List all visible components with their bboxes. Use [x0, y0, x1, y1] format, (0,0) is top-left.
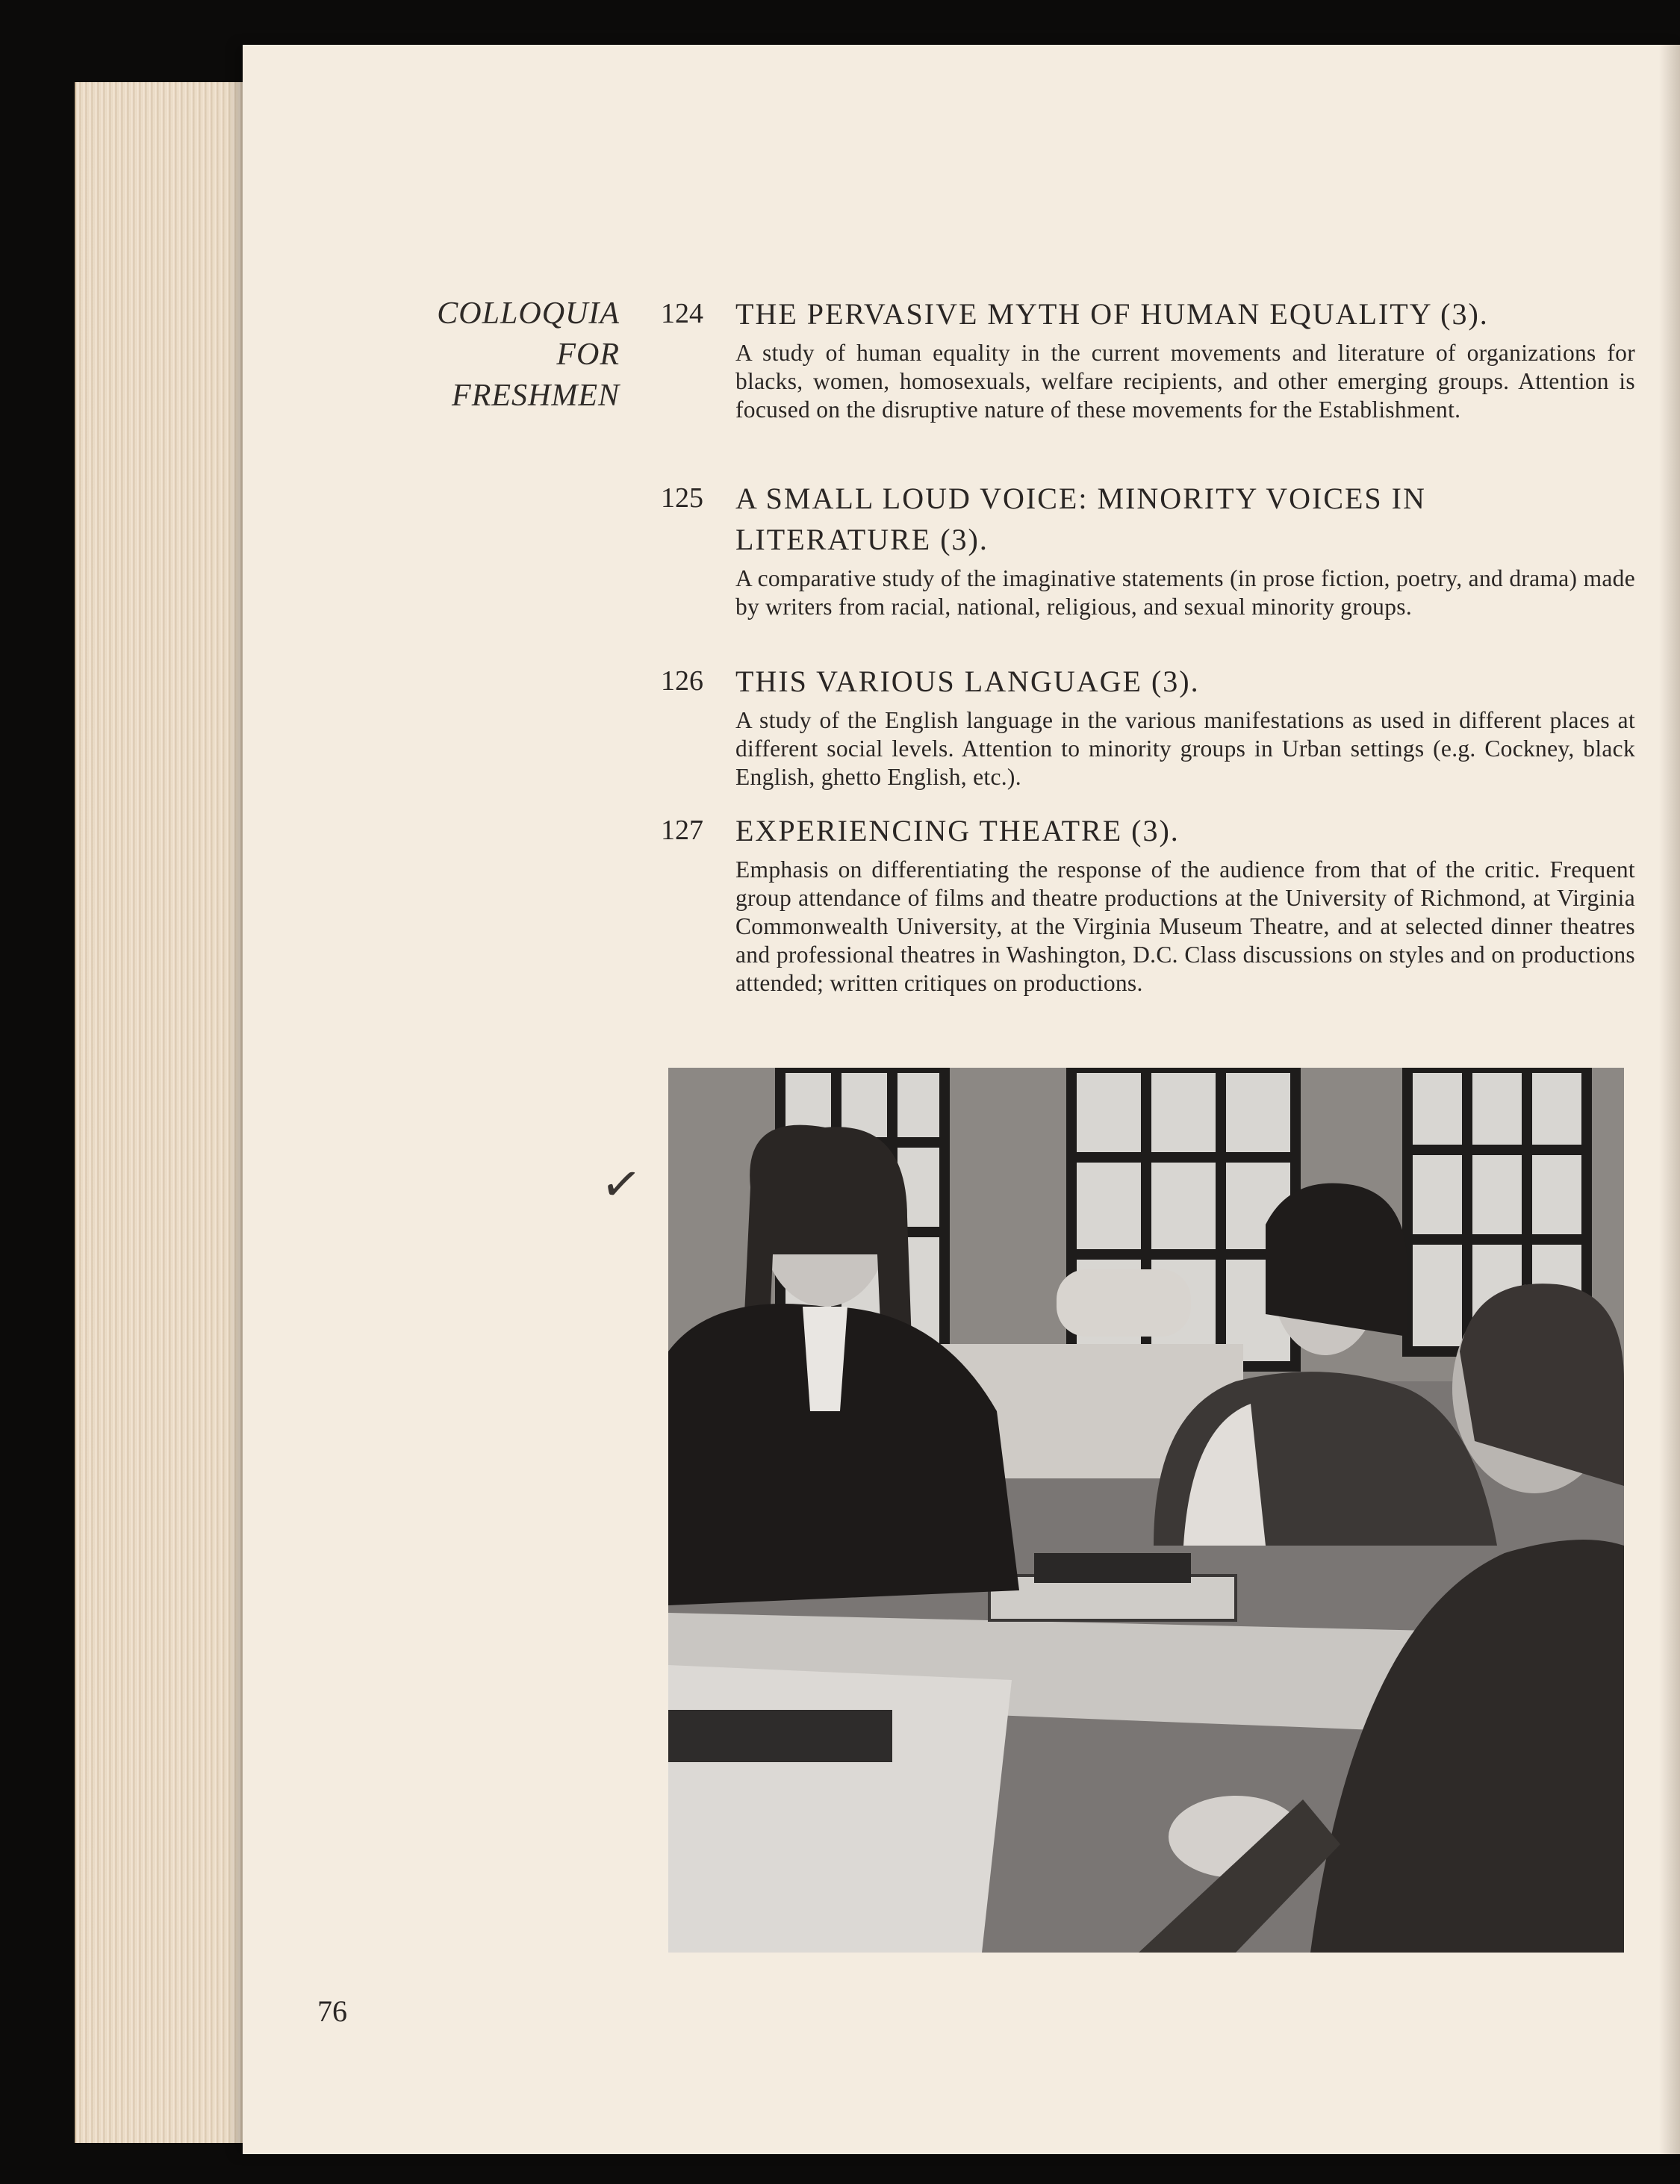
checkmark-annotation: ✓ — [597, 1155, 645, 1214]
course-title: THIS VARIOUS LANGUAGE (3). — [735, 665, 1200, 698]
course-number: 125 — [661, 482, 703, 514]
course-entry-126 — [661, 661, 1635, 791]
course-description: A comparative study of the imaginative statements (in prose fiction, poetry, and drama) made by writers from racial, national, religious, and sexual minority groups. — [735, 565, 1635, 620]
section-heading-line: FRESHMEN — [452, 379, 620, 413]
course-number: 126 — [661, 665, 703, 697]
course-heading — [661, 661, 1635, 702]
course-heading — [661, 478, 1467, 560]
course-entry-125 — [661, 478, 1635, 621]
section-heading-line: FOR — [556, 337, 620, 372]
course-entry-124 — [661, 293, 1635, 424]
course-title: EXPERIENCING THEATRE (3). — [735, 814, 1180, 847]
course-heading — [661, 810, 1635, 851]
classroom-photo — [668, 1068, 1624, 1953]
gutter-shadow — [1659, 45, 1680, 2154]
course-heading — [661, 293, 1635, 335]
course-entry-127 — [661, 810, 1635, 998]
section-heading-line: COLLOQUIA — [437, 296, 620, 331]
course-number: 124 — [661, 298, 703, 329]
course-number: 127 — [661, 815, 703, 846]
course-title: THE PERVASIVE MYTH OF HUMAN EQUALITY (3). — [735, 297, 1489, 331]
course-description: A study of the English language in the various manifestations as used in different places at different social levels. Attention to minority groups in Urban settings (e.g. Cockney, black English, ghetto English, etc.). — [735, 707, 1635, 790]
section-heading — [377, 293, 620, 417]
course-description: Emphasis on differentiating the response of the audience from that of the critic. Frequent group attendance of films and theatre productions at the University of Richmond, at Virginia Commonwealth University, at the Virginia Museum Theatre, and at selected dinner theatres and professional theatres in Washington, D.C. Class discussions on styles and on productions attended; written critiques on productions. — [735, 856, 1635, 996]
page-stack-edge — [75, 82, 263, 2143]
course-description: A study of human equality in the current movements and literature of organizations for blacks, women, homosexuals, welfare recipients, and other emerging groups. Attention is focused on the disruptive nature of these movements for the Establishment. — [735, 340, 1635, 423]
page-number: 76 — [317, 1994, 347, 2028]
course-title: A SMALL LOUD VOICE: MINORITY VOICES IN LITERATURE (3). — [735, 482, 1426, 556]
